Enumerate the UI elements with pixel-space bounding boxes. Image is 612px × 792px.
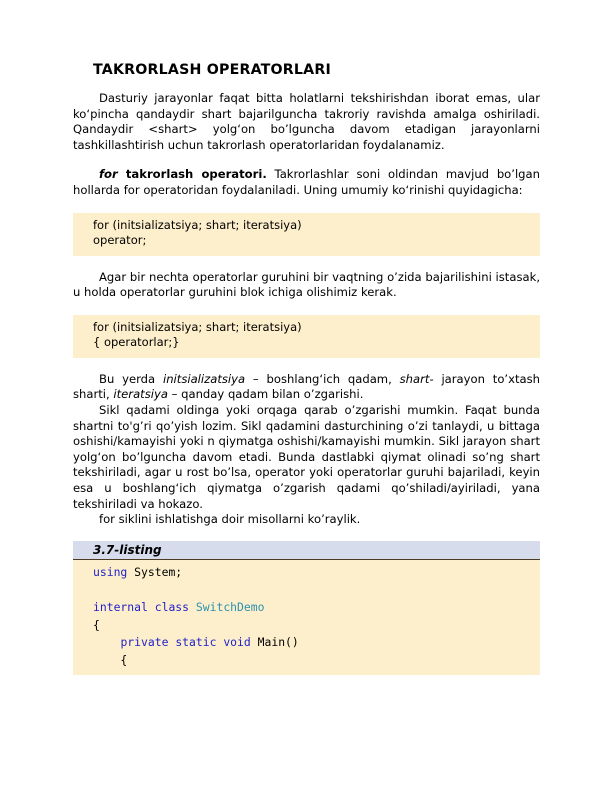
- code-token: {: [93, 652, 128, 667]
- listing-title: 3.7-listing: [73, 541, 540, 560]
- paragraph-loop-step: Sikl qadami oldinga yoki orqaga qarab o’zgarishi mumkin. Faqat bunda shartni to'g’ri qo’yish lozim. Sikl qadamini dasturchining o’zi tanlaydi, u bittaga oshishi/kamayishi yoki n qiymatga oshishi/kamayishi mumkin. Sikl jarayon shart yolg‘on bo’lguncha davom etadi. Bunda dastlabki qiymat olinadi so’ng shart tekshiriladi, agar u rost bo’lsa, operator yoki operatorlar guruhi bajariladi, keyin esa u boshlang‘ich qiymatga o’zgarish qadami qo’shiladi/ayiriladi, yana tekshiriladi va hokazo.: [73, 402, 540, 511]
- code-line: [73, 617, 540, 635]
- code-token: using: [93, 564, 128, 579]
- syntax-line: for (initsializatsiya; shart; iteratsiya): [93, 217, 302, 232]
- code-line: [73, 634, 540, 652]
- code-token: class: [154, 599, 190, 614]
- paragraph-examples-lead: for siklini ishlatishga doir misollarni ko’raylik.: [99, 512, 361, 527]
- code-line: [73, 599, 540, 617]
- term-initsializatsiya: initsializatsiya: [162, 371, 246, 386]
- syntax-line: operator;: [93, 233, 147, 248]
- code-token: [148, 600, 155, 614]
- term-shart: shart: [399, 371, 430, 386]
- syntax-block-1: [73, 213, 540, 256]
- document-content: [73, 62, 540, 675]
- for-keyword-emphasis: for: [99, 167, 118, 182]
- code-token: {: [93, 617, 100, 632]
- code-token: void: [223, 635, 251, 650]
- code-token: System;: [127, 564, 183, 579]
- syntax-line: for (initsializatsiya; shart; iteratsiya): [93, 319, 302, 334]
- code-line: [73, 581, 540, 599]
- code-token: [93, 635, 120, 649]
- explain-text-b: – boshlang‘ich qadam,: [245, 371, 400, 386]
- syntax-block-2: [73, 315, 540, 358]
- explain-text-a: Bu yerda: [99, 371, 163, 386]
- code-token: Main(): [250, 635, 299, 650]
- paragraph-explain-terms: [73, 372, 540, 403]
- syntax-line: { operatorlar;}: [93, 335, 180, 350]
- for-paragraph-tail: Takrorlashlar soni oldindan mavjud bo’lgan hollarda for operatoridan foydalaniladi. Uning umumiy ko‘rinishi quyidagicha:: [73, 167, 540, 197]
- code-listing: [73, 541, 540, 676]
- for-heading-bold: takrorlash operatori.: [117, 167, 267, 182]
- paragraph-block-intro: Agar bir nechta operatorlar guruhini bir vaqtning o’zida bajarilishini istasak, u holda operatorlar guruhini blok ichiga olishimiz kerak.: [73, 269, 540, 300]
- paragraph-for-operator: [73, 167, 540, 198]
- listing-code-body: [73, 560, 540, 676]
- term-iteratsiya: iteratsiya: [113, 387, 168, 402]
- explain-text-c: - jarayon to’xtash sharti,: [73, 371, 541, 402]
- code-line: [73, 652, 540, 670]
- page-title: TAKRORLASH OPERATORLARI: [93, 62, 331, 78]
- explain-text-d: – qanday qadam bilan o’zgarishi.: [167, 387, 364, 402]
- code-line: [73, 564, 540, 582]
- code-token: [189, 600, 196, 614]
- code-token: internal: [93, 599, 148, 614]
- code-token: SwitchDemo: [195, 599, 265, 614]
- paragraph-intro: Dasturiy jarayonlar faqat bitta holatlarni tekshirishdan iborat emas, ular ko‘pincha qandaydir shart bajarilguncha takroriy ravishda amalga oshiriladi. Qandaydir <shart> yolg‘on bo’lguncha davom etadigan jarayonlarni tashkillashtirish uchun takrorlash operatorlaridan foydalanamiz.: [73, 91, 540, 152]
- code-token: static: [175, 635, 217, 650]
- code-token: private: [120, 635, 169, 650]
